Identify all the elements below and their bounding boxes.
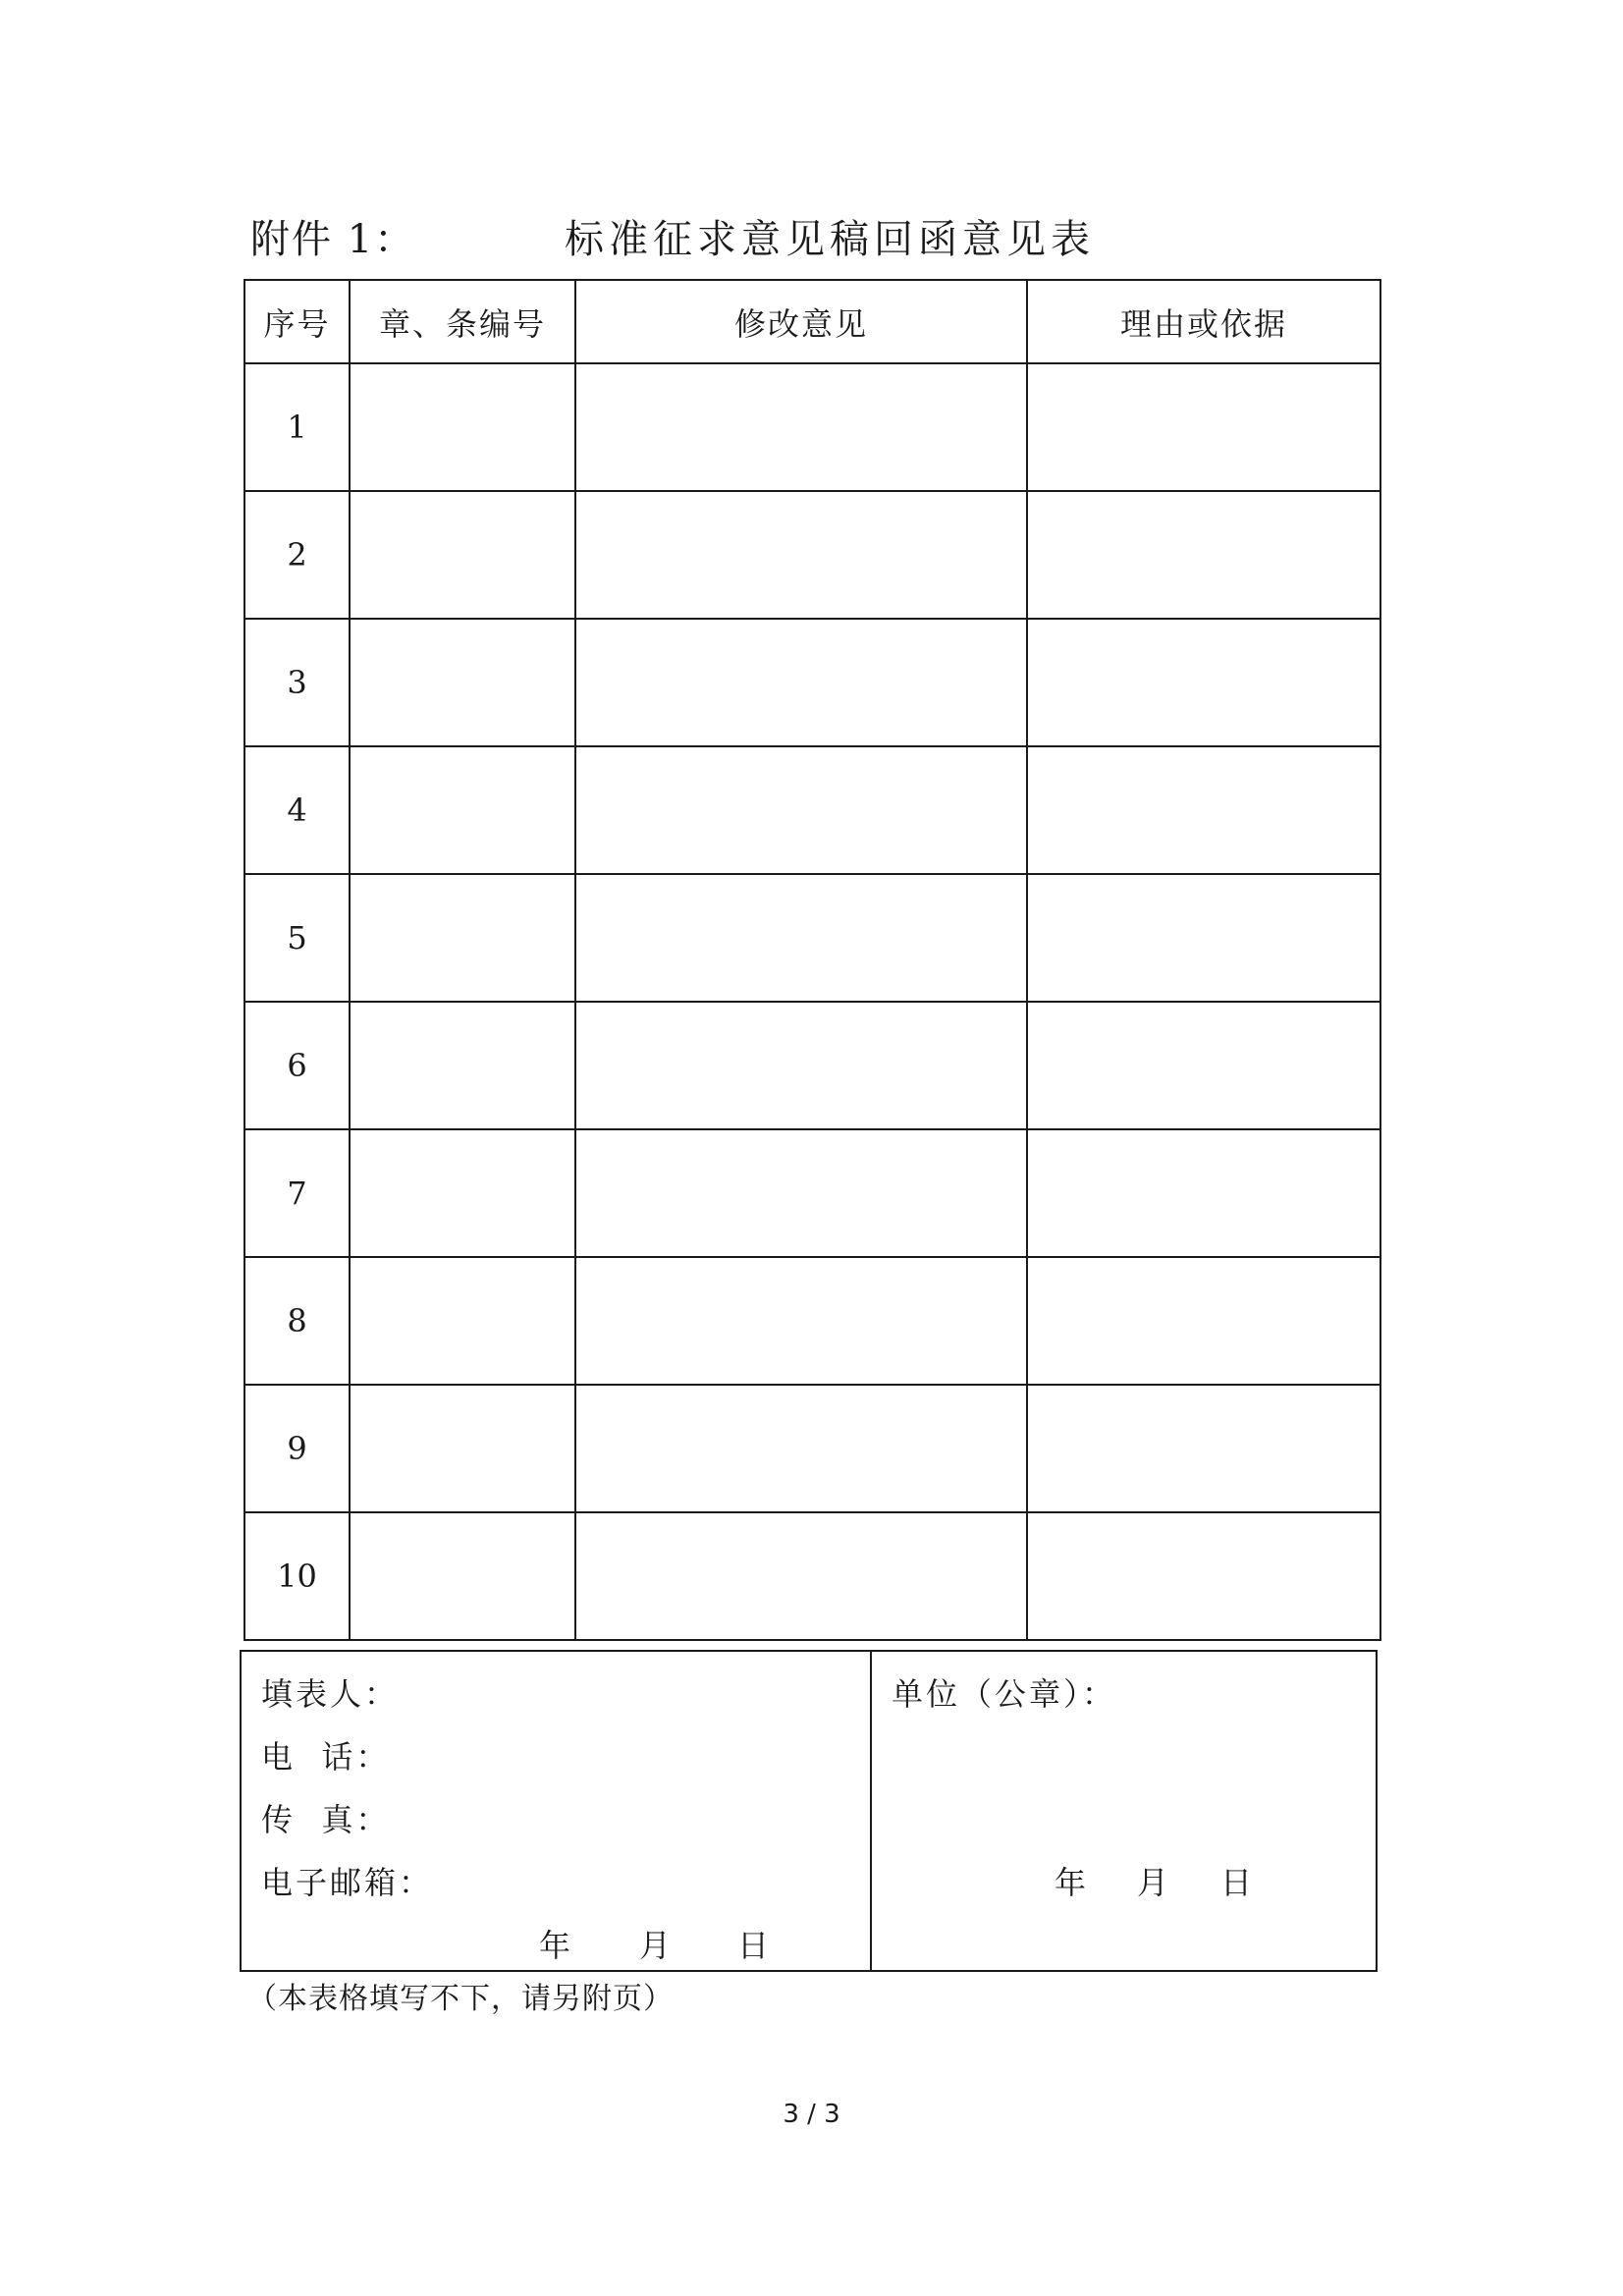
row-number: 7 bbox=[244, 1129, 350, 1257]
year-label: 年 bbox=[1055, 1864, 1087, 1901]
signature-section bbox=[240, 1650, 1378, 1972]
row-number: 2 bbox=[244, 491, 350, 619]
reason-cell[interactable] bbox=[1027, 1512, 1380, 1640]
row-number: 1 bbox=[244, 363, 350, 491]
page-header bbox=[250, 208, 1380, 262]
row-number: 5 bbox=[244, 874, 350, 1002]
row-number: 8 bbox=[244, 1257, 350, 1385]
clause-cell[interactable] bbox=[350, 1512, 575, 1640]
clause-cell[interactable] bbox=[350, 874, 575, 1002]
clause-cell[interactable] bbox=[350, 1257, 575, 1385]
reason-cell[interactable] bbox=[1027, 874, 1380, 1002]
opinion-cell[interactable] bbox=[575, 1512, 1027, 1640]
reason-cell[interactable] bbox=[1027, 746, 1380, 874]
row-number: 3 bbox=[244, 619, 350, 746]
reason-cell[interactable] bbox=[1027, 1257, 1380, 1385]
table-header-row bbox=[244, 280, 1380, 363]
footnote: （本表格填写不下，请另附页） bbox=[247, 1982, 674, 2016]
table-row bbox=[244, 363, 1380, 491]
opinion-cell[interactable] bbox=[575, 1002, 1027, 1129]
row-number: 4 bbox=[244, 746, 350, 874]
row-number: 9 bbox=[244, 1385, 350, 1512]
document-title: 标准征求意见稿回函意见表 bbox=[565, 217, 1095, 262]
fax-label: 传 真： bbox=[261, 1801, 391, 1838]
opinion-cell[interactable] bbox=[575, 491, 1027, 619]
attachment-label: 附件 1： bbox=[250, 217, 416, 262]
opinion-cell[interactable] bbox=[575, 874, 1027, 1002]
opinion-cell[interactable] bbox=[575, 363, 1027, 491]
filler-label: 填表人： bbox=[261, 1675, 400, 1713]
table-row bbox=[244, 1257, 1380, 1385]
month-label: 月 bbox=[639, 1927, 672, 1964]
reason-cell[interactable] bbox=[1027, 363, 1380, 491]
email-label: 电子邮箱： bbox=[261, 1864, 434, 1901]
opinion-cell[interactable] bbox=[575, 1385, 1027, 1512]
phone-label: 电 话： bbox=[261, 1738, 391, 1776]
day-label: 日 bbox=[737, 1927, 770, 1964]
table-row bbox=[244, 1385, 1380, 1512]
clause-cell[interactable] bbox=[350, 619, 575, 746]
opinion-cell[interactable] bbox=[575, 1257, 1027, 1385]
month-label: 月 bbox=[1137, 1864, 1169, 1901]
reason-cell[interactable] bbox=[1027, 1385, 1380, 1512]
column-header-reason: 理由或依据 bbox=[1027, 280, 1380, 363]
reason-cell[interactable] bbox=[1027, 1002, 1380, 1129]
row-number: 10 bbox=[244, 1512, 350, 1640]
clause-cell[interactable] bbox=[350, 1002, 575, 1129]
table-row bbox=[244, 746, 1380, 874]
page-number: 3 / 3 bbox=[783, 2100, 840, 2129]
table-row bbox=[244, 874, 1380, 1002]
column-header-clause: 章、条编号 bbox=[350, 280, 575, 363]
table-row bbox=[244, 491, 1380, 619]
opinion-cell[interactable] bbox=[575, 746, 1027, 874]
clause-cell[interactable] bbox=[350, 1129, 575, 1257]
clause-cell[interactable] bbox=[350, 491, 575, 619]
reason-cell[interactable] bbox=[1027, 1129, 1380, 1257]
filler-info-cell[interactable] bbox=[241, 1651, 871, 1971]
column-header-opinion: 修改意见 bbox=[575, 280, 1027, 363]
opinion-cell[interactable] bbox=[575, 619, 1027, 746]
table-row bbox=[244, 1002, 1380, 1129]
row-number: 6 bbox=[244, 1002, 350, 1129]
year-label: 年 bbox=[539, 1927, 571, 1964]
unit-seal-label: 单位（公章）： bbox=[892, 1675, 1117, 1713]
table-row bbox=[244, 1129, 1380, 1257]
table-row bbox=[244, 619, 1380, 746]
opinion-cell[interactable] bbox=[575, 1129, 1027, 1257]
reason-cell[interactable] bbox=[1027, 619, 1380, 746]
clause-cell[interactable] bbox=[350, 746, 575, 874]
reason-cell[interactable] bbox=[1027, 491, 1380, 619]
column-header-serial: 序号 bbox=[244, 280, 350, 363]
table-row bbox=[244, 1512, 1380, 1640]
day-label: 日 bbox=[1220, 1864, 1253, 1901]
clause-cell[interactable] bbox=[350, 363, 575, 491]
clause-cell[interactable] bbox=[350, 1385, 575, 1512]
opinion-table bbox=[243, 279, 1381, 1641]
unit-seal-cell[interactable] bbox=[871, 1651, 1377, 1971]
